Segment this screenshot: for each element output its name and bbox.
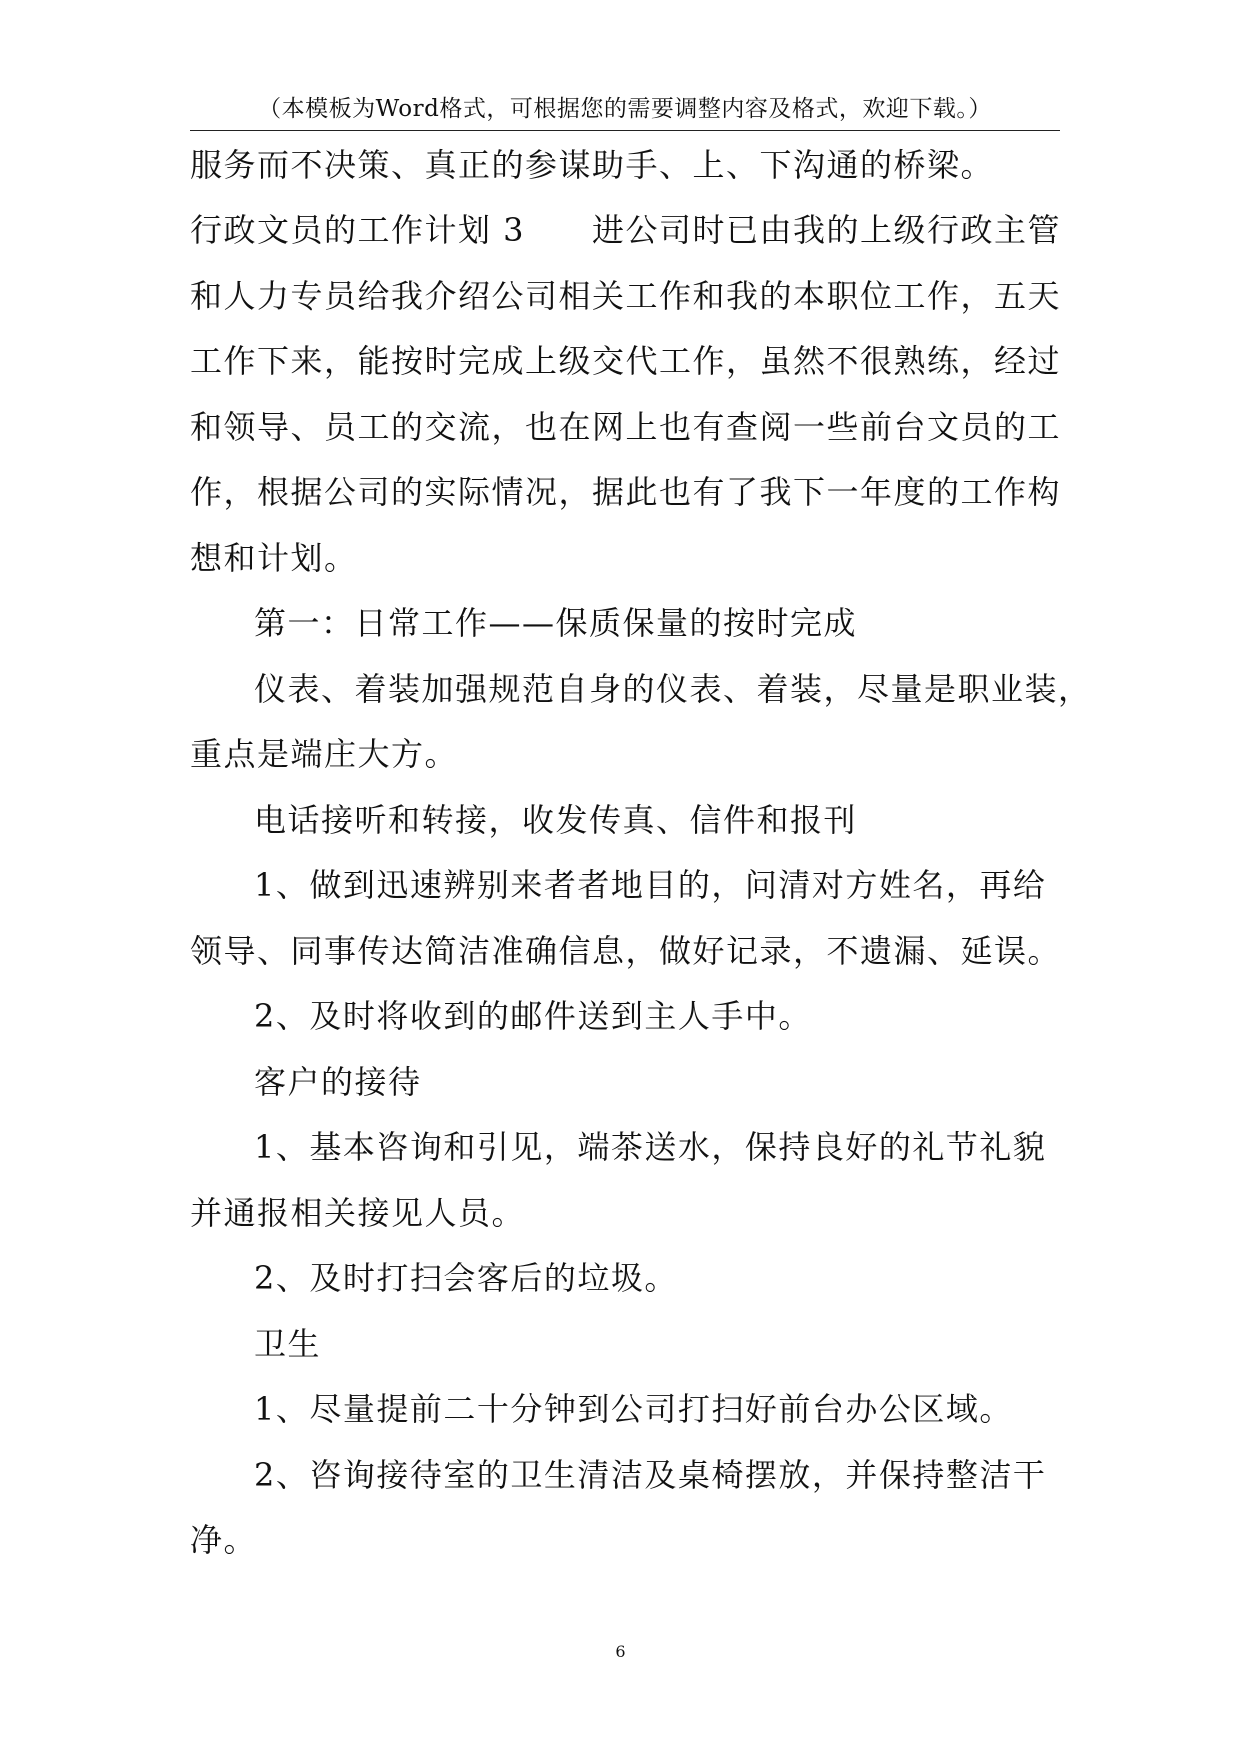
body-line: 重点是端庄大方。 (190, 735, 459, 773)
body-line: 2、及时将收到的邮件送到主人手中。 (254, 997, 812, 1035)
body-line: 1、做到迅速辨别来者者地目的，问清对方姓名，再给 (254, 866, 1047, 904)
body-line: 净。 (190, 1521, 258, 1559)
section-heading: 第一：日常工作——保质保量的按时完成 (254, 604, 858, 642)
page-number: 6 (615, 1642, 626, 1661)
body-line: 和人力专员给我介绍公司相关工作和我的本职位工作，五天 (190, 277, 1062, 315)
subsection-heading: 客户的接待 (254, 1063, 422, 1101)
body-line: 1、尽量提前二十分钟到公司打扫好前台办公区域。 (254, 1390, 1013, 1428)
body-line: 服务而不决策、真正的参谋助手、上、下沟通的桥梁。 (190, 146, 995, 184)
header-divider (190, 130, 1060, 131)
body-line: 行政文员的工作计划 3 进公司时已由我的上级行政主管 (190, 211, 1062, 249)
body-line: 2、及时打扫会客后的垃圾。 (254, 1259, 678, 1297)
body-line: 领导、同事传达简洁准确信息，做好记录，不遗漏、延误。 (190, 932, 1062, 970)
body-line: 作，根据公司的实际情况，据此也有了我下一年度的工作构 (190, 473, 1062, 511)
page-header: （本模板为Word格式，可根据您的需要调整内容及格式，欢迎下载。） (258, 96, 992, 122)
body-line: 想和计划。 (190, 539, 358, 577)
subsection-heading: 卫生 (254, 1325, 322, 1363)
body-line: 1、基本咨询和引见，端茶送水，保持良好的礼节礼貌 (254, 1128, 1047, 1166)
body-line: 工作下来，能按时完成上级交代工作，虽然不很熟练，经过 (190, 342, 1062, 380)
body-line: 2、咨询接待室的卫生清洁及桌椅摆放，并保持整洁干 (254, 1456, 1047, 1494)
body-line: 和领导、员工的交流，也在网上也有查阅一些前台文员的工 (190, 408, 1062, 446)
body-line: 仪表、着装加强规范自身的仪表、着装，尽量是职业装， (254, 670, 1092, 708)
body-line: 并通报相关接见人员。 (190, 1194, 526, 1232)
subsection-heading: 电话接听和转接，收发传真、信件和报刊 (254, 801, 858, 839)
